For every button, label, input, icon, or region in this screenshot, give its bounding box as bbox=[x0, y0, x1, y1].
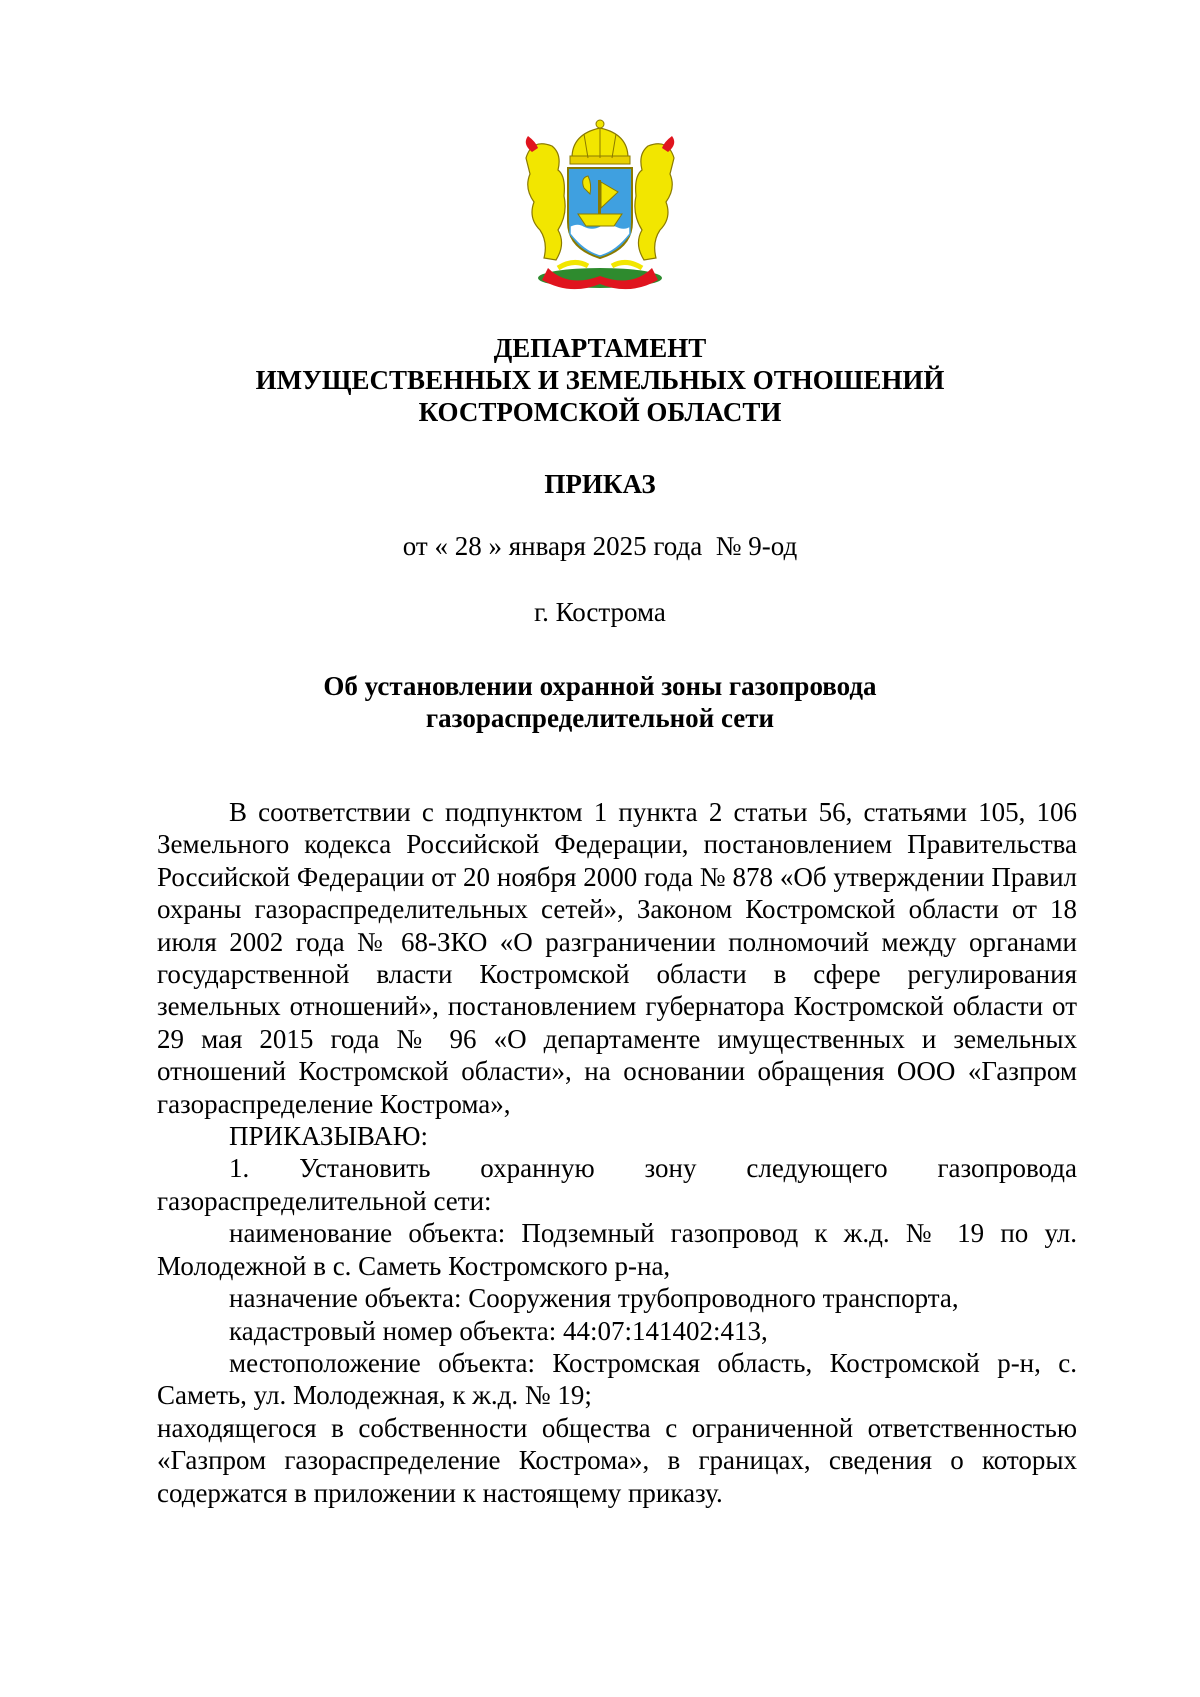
department-line: КОСТРОМСКОЙ ОБЛАСТИ bbox=[418, 397, 782, 427]
order-date-number: от « 28 » января 2025 года № 9-од bbox=[402, 531, 798, 561]
kostroma-oblast-coat-of-arms-icon bbox=[518, 118, 682, 296]
order-word: ПРИКАЗЫВАЮ: bbox=[229, 1121, 428, 1152]
order-title: ПРИКАЗ bbox=[544, 469, 656, 499]
object-purpose-paragraph: назначение объекта: Сооружения трубопроводного транспорта, bbox=[229, 1283, 959, 1314]
order-subject bbox=[0, 670, 1200, 734]
order-body bbox=[157, 796, 1077, 1509]
ownership-paragraph: находящегося в собственности общества с ограниченной ответственностью «Газпром газораспределение Кострома», в границах, сведения о которых содержатся в приложении к настоящему приказу. bbox=[157, 1412, 1077, 1508]
item-1-paragraph: 1. Установить охранную зону следующего газопровода газораспределительной сети: bbox=[157, 1153, 1077, 1216]
location-paragraph: местоположение объекта: Костромская область, Костромской р-н, с. Саметь, ул. Молодежная, к ж.д. № 19; bbox=[157, 1347, 1077, 1411]
subject-line: газораспределительной сети bbox=[425, 703, 775, 733]
department-line: ИМУЩЕСТВЕННЫХ И ЗЕМЕЛЬНЫХ ОТНОШЕНИЙ bbox=[255, 365, 945, 395]
object-name-paragraph: наименование объекта: Подземный газопровод к ж.д. № 19 по ул. Молодежной в с. Саметь Костромского р-на, bbox=[157, 1218, 1077, 1281]
department-name bbox=[0, 332, 1200, 428]
subject-line: Об установлении охранной зоны газопровода bbox=[323, 671, 877, 701]
order-city: г. Кострома bbox=[534, 597, 666, 627]
department-line: ДЕПАРТАМЕНТ bbox=[493, 333, 707, 363]
cadastral-number-paragraph: кадастровый номер объекта: 44:07:141402:413, bbox=[229, 1315, 768, 1346]
preamble-paragraph: В соответствии с подпунктом 1 пункта 2 статьи 56, статьями 105, 106 Земельного кодекса Российской Федерации, постановлением Правительства Российской Федерации от 20 ноября 2000 года № 878 «Об утверждении Правил охраны газораспределительных сетей», Законом Костромской области от 18 июля 2002 года № 68-ЗКО «О разграничении полномочий между органами государственной власти Костромской области в сфере регулирования земельных отношений», постановлением губернатора Костромской области от 29 мая 2015 года № 96 «О департаменте имущественных и земельных отношений Костромской области», на основании обращения ООО «Газпром газораспределение Кострома», bbox=[157, 797, 1077, 1119]
